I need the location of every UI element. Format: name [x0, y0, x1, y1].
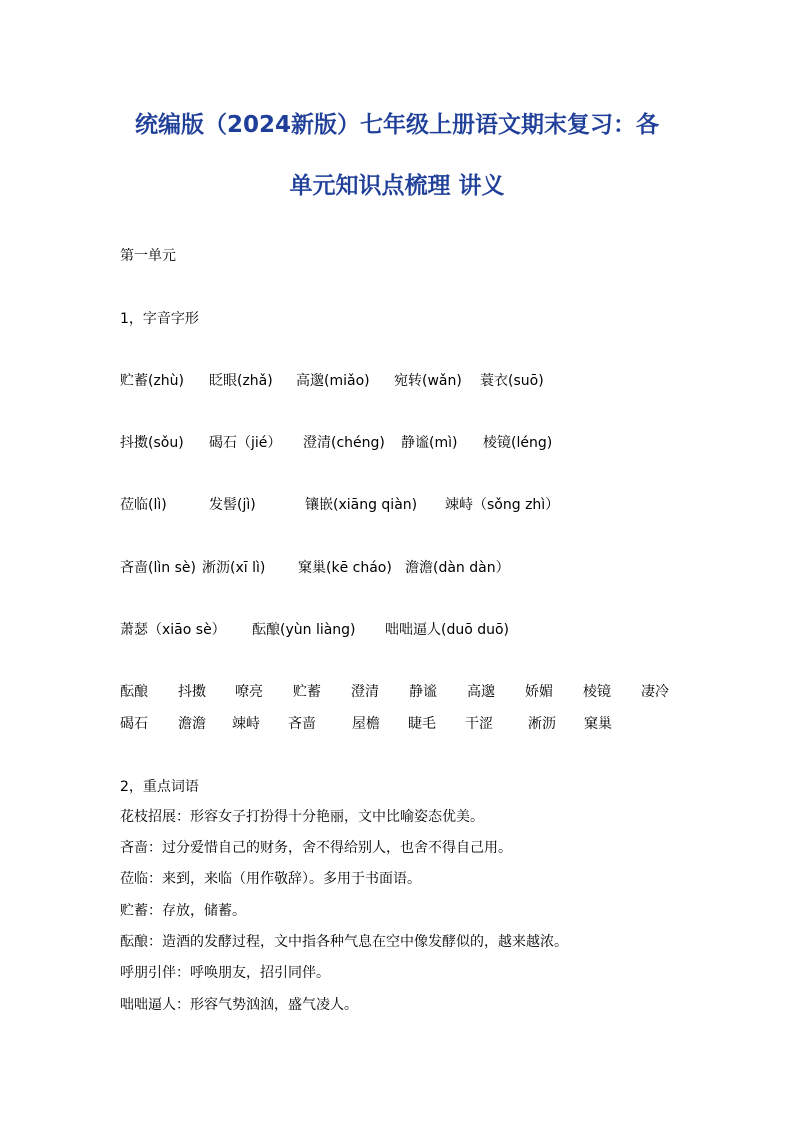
pinyin-word: 棱镜(léng) — [483, 435, 553, 451]
grid-word: 澄清 — [351, 684, 379, 700]
pinyin-word: 吝啬(lìn sè) — [120, 560, 196, 576]
definition-item: 花枝招展：形容女子打扮得十分艳丽，文中比喻姿态优美。 — [120, 809, 484, 825]
grid-word: 高邈 — [467, 684, 495, 700]
definition-item: 酝酿：造酒的发酵过程，文中指各种气息在空中像发酵似的，越来越浓。 — [120, 934, 568, 950]
pinyin-word: 澹澹(dàn dàn） — [405, 560, 510, 576]
pinyin-word: 宛转(wǎn) — [394, 373, 462, 389]
grid-word: 抖擞 — [178, 684, 206, 700]
pinyin-word: 淅沥(xī lì) — [202, 560, 266, 576]
grid-word: 屋檐 — [352, 716, 380, 732]
grid-word: 碣石 — [120, 716, 148, 732]
definition-item: 吝啬：过分爱惜自己的财务，舍不得给别人，也舍不得自己用。 — [120, 840, 512, 856]
grid-word: 竦峙 — [232, 716, 260, 732]
grid-word: 睫毛 — [408, 716, 436, 732]
pinyin-word: 酝酿(yùn liàng) — [252, 622, 356, 638]
grid-word: 吝啬 — [288, 716, 316, 732]
pinyin-word: 莅临(lì) — [120, 497, 167, 513]
grid-word: 淅沥 — [528, 716, 556, 732]
grid-word: 嘹亮 — [235, 684, 263, 700]
pinyin-word: 镶嵌(xiāng qiàn) — [305, 497, 418, 513]
section-heading-key-words: 2，重点词语 — [120, 779, 199, 795]
pinyin-word: 高邈(miǎo) — [296, 373, 370, 389]
grid-word: 静谧 — [409, 684, 437, 700]
grid-word: 窠巢 — [584, 716, 612, 732]
definition-item: 呼朋引伴：呼唤朋友，招引同伴。 — [120, 965, 330, 981]
pinyin-word: 萧瑟（xiāo sè） — [120, 622, 226, 638]
pinyin-word: 窠巢(kē cháo) — [298, 560, 392, 576]
pinyin-word: 竦峙（sǒng zhì） — [445, 497, 560, 513]
grid-word: 娇媚 — [525, 684, 553, 700]
pinyin-word: 澄清(chéng) — [303, 435, 385, 451]
pinyin-word: 贮蓄(zhù) — [120, 373, 185, 389]
definition-item: 莅临：来到，来临（用作敬辞）。多用于书面语。 — [120, 871, 421, 887]
document-title-line-1: 统编版（2024新版）七年级上册语文期末复习：各 — [134, 112, 659, 138]
unit-heading: 第一单元 — [120, 248, 176, 264]
section-heading-pronunciation: 1，字音字形 — [120, 311, 199, 327]
pinyin-word: 咄咄逼人(duō duō) — [385, 622, 510, 638]
pinyin-word: 发髻(jì) — [209, 497, 256, 513]
definition-item: 贮蓄：存放，储蓄。 — [120, 903, 246, 919]
grid-word: 澹澹 — [178, 716, 206, 732]
pinyin-word: 眨眼(zhǎ) — [209, 373, 273, 389]
grid-word: 凄冷 — [641, 684, 669, 700]
pinyin-word: 静谧(mì) — [401, 435, 458, 451]
definition-item: 咄咄逼人：形容气势汹汹，盛气凌人。 — [120, 997, 358, 1013]
pinyin-word: 抖擞(sǒu) — [120, 435, 184, 451]
grid-word: 棱镜 — [583, 684, 611, 700]
pinyin-word: 碣石（jié） — [209, 435, 282, 451]
pinyin-word: 蓑衣(suō) — [480, 373, 544, 389]
grid-word: 酝酿 — [120, 684, 148, 700]
document-title-line-2: 单元知识点梳理 讲义 — [289, 173, 505, 199]
grid-word: 贮蓄 — [293, 684, 321, 700]
grid-word: 干涩 — [465, 716, 493, 732]
